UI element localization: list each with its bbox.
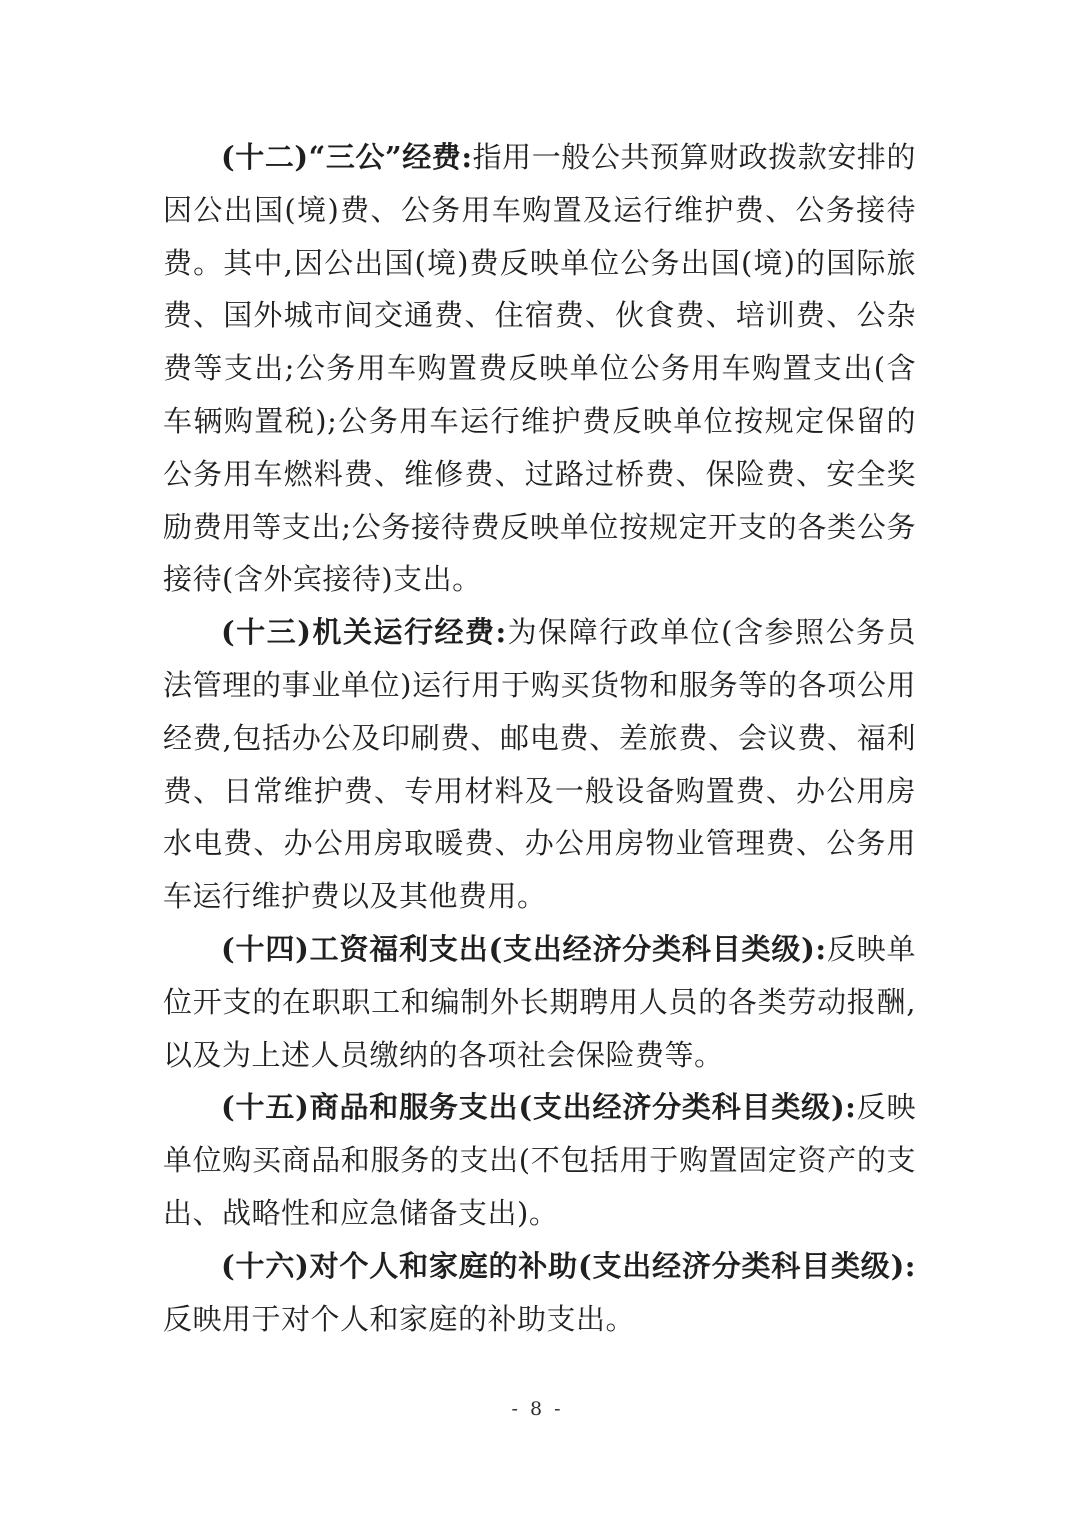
paragraph-term-16 [163, 1240, 916, 1346]
paragraph-term-12-text: 指用一般公共预算财政拨款安排的因公出国(境)费、公务用车购置及运行维护费、公务接待费。其中,因公出国(境)费反映单位公务出国(境)的国际旅费、国外城市间交通费、住宿费、伙食费、培训费、公杂费等支出;公务用车购置费反映单位公务用车购置支出(含车辆购置税);公务用车运行维护费反映单位按规定保留的公务用车燃料费、维修费、过路过桥费、保险费、安全奖励费用等支出;公务接待费反映单位按规定开支的各类公务接待(含外宾接待)支出。 [163, 140, 916, 597]
document-body [163, 131, 916, 1345]
page-number: - 8 - [511, 1398, 564, 1420]
paragraph-term-15-text: 反映单位购买商品和服务的支出(不包括用于购置固定资产的支出、战略性和应急储备支出)。 [163, 1090, 916, 1230]
paragraph-term-16-text: 反映用于对个人和家庭的补助支出。 [163, 1301, 636, 1336]
paragraph-term-14-text: 反映单位开支的在职职工和编制外长期聘用人员的各类劳动报酬,以及为上述人员缴纳的各项社会保险费等。 [163, 931, 916, 1072]
paragraph-term-12-heading: (十二)“三公”经费: [221, 140, 473, 174]
paragraph-term-15-heading: (十五)商品和服务支出(支出经济分类科目类级): [221, 1090, 857, 1125]
paragraph-term-14-heading: (十四)工资福利支出(支出经济分类科目类级): [221, 931, 827, 966]
paragraph-term-14 [163, 923, 916, 1081]
paragraph-term-13 [163, 606, 916, 923]
paragraph-term-13-text: 为保障行政单位(含参照公务员法管理的事业单位)运行用于购买货物和服务等的各项公用经费,包括办公及印刷费、邮电费、差旅费、会议费、福利费、日常维护费、专用材料及一般设备购置费、办公用房水电费、办公用房取暖费、办公用房物业管理费、公务用车运行维护费以及其他费用。 [163, 615, 916, 914]
paragraph-term-13-heading: (十三)机关运行经费: [221, 615, 507, 650]
paragraph-term-15 [163, 1081, 916, 1239]
page-footer [0, 1398, 1075, 1420]
paragraph-term-16-heading: (十六)对个人和家庭的补助(支出经济分类科目类级): [221, 1248, 916, 1283]
paragraph-term-12 [163, 131, 916, 606]
